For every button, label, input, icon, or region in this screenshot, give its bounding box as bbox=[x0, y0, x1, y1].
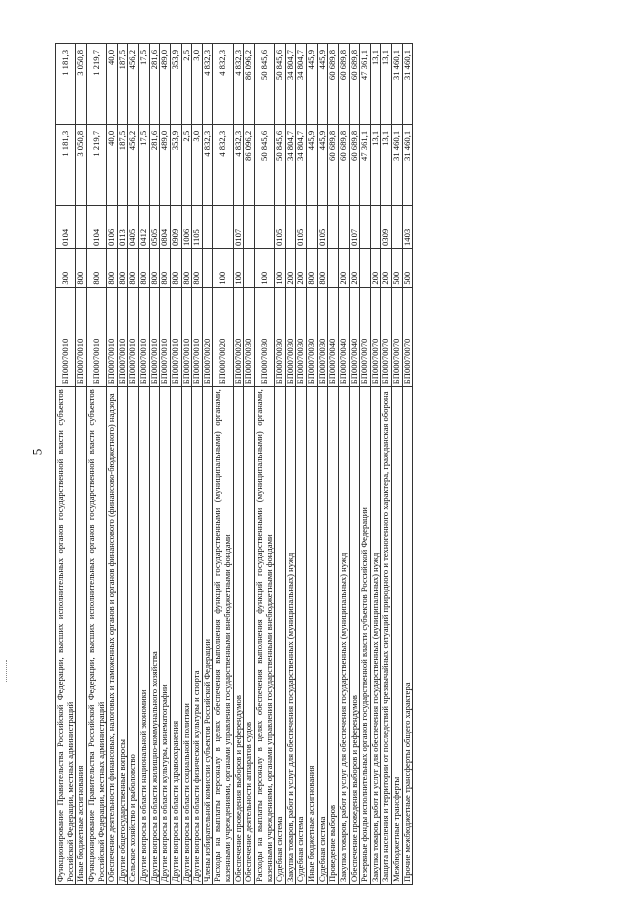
target-code-cell: БП00070030 bbox=[254, 287, 274, 387]
section-code-cell: 0106 bbox=[107, 205, 118, 248]
expense-type-cell: 800 bbox=[181, 249, 192, 288]
target-code-cell: БП00070030 bbox=[307, 287, 318, 387]
expense-type-cell: 200 bbox=[349, 249, 360, 288]
table-row bbox=[233, 44, 244, 885]
table-row bbox=[381, 44, 392, 885]
table-row bbox=[76, 44, 87, 885]
row-name-cell: Функционирование Правительства Российской Федерации, высших исполнительных органов государственной власти субъектов Российской Федерации, местных администраций bbox=[86, 387, 106, 885]
expense-type-cell: 800 bbox=[170, 249, 181, 288]
table-row bbox=[317, 44, 328, 885]
target-code-cell: БП00070010 bbox=[192, 287, 203, 387]
row-name-cell: Другие вопросы в области здравоохранения bbox=[170, 387, 181, 885]
amount-cell: 13,1 bbox=[381, 44, 392, 125]
table-row bbox=[296, 44, 307, 885]
amount-cell: 86 096,2 bbox=[244, 124, 255, 205]
amount-cell: 187,5 bbox=[117, 124, 128, 205]
row-name-cell: Защита населения и территории от последствий чрезвычайных ситуаций природного и техногенного характера, гражданская оборона bbox=[381, 387, 392, 885]
row-name-cell: Обеспечение проведения выборов и референдумов bbox=[349, 387, 360, 885]
amount-cell: 3,0 bbox=[192, 124, 203, 205]
expense-type-cell: 200 bbox=[285, 249, 296, 288]
expense-type-cell: 100 bbox=[254, 249, 274, 288]
row-name-cell: Закупка товаров, работ и услуг для обеспечения государственных (муниципальных) нужд bbox=[338, 387, 349, 885]
table-row bbox=[56, 44, 76, 885]
amount-cell: 4 832,3 bbox=[202, 44, 213, 125]
page-number: 5 bbox=[29, 448, 45, 456]
amount-cell: 34 804,7 bbox=[285, 124, 296, 205]
amount-cell: 353,9 bbox=[170, 44, 181, 125]
expense-type-cell: 800 bbox=[117, 249, 128, 288]
target-code-cell: БП00070010 bbox=[139, 287, 150, 387]
amount-cell: 2,5 bbox=[181, 124, 192, 205]
expense-type-cell: 800 bbox=[192, 249, 203, 288]
section-code-cell bbox=[360, 205, 371, 248]
section-code-cell: 0105 bbox=[317, 205, 328, 248]
target-code-cell: БП00070040 bbox=[349, 287, 360, 387]
table-row bbox=[128, 44, 139, 885]
amount-cell: 281,6 bbox=[149, 44, 160, 125]
amount-cell: 3,0 bbox=[192, 44, 203, 125]
expense-type-cell: 800 bbox=[317, 249, 328, 288]
row-name-cell: Резервные фонды исполнительных органов государственной власти субъектов Российской Федерации bbox=[360, 387, 371, 885]
expense-type-cell: 800 bbox=[107, 249, 118, 288]
target-code-cell: БП00070010 bbox=[86, 287, 106, 387]
section-code-cell: 0309 bbox=[381, 205, 392, 248]
target-code-cell: БП00070040 bbox=[338, 287, 349, 387]
scan-artifact bbox=[6, 660, 9, 682]
table-row bbox=[402, 44, 413, 885]
table-row bbox=[181, 44, 192, 885]
section-code-cell: 0107 bbox=[349, 205, 360, 248]
amount-cell: 489,0 bbox=[160, 124, 171, 205]
section-code-cell: 0405 bbox=[128, 205, 139, 248]
amount-cell: 60 689,8 bbox=[338, 44, 349, 125]
expense-type-cell: 800 bbox=[86, 249, 106, 288]
target-code-cell: БП00070010 bbox=[170, 287, 181, 387]
amount-cell: 445,9 bbox=[317, 124, 328, 205]
row-name-cell: Расходы на выплаты персоналу в целях обеспечения выполнения функций государственными (муниципальными) органами, казенными учреждениями, органами управления государственными внебюджетными фондами bbox=[213, 387, 233, 885]
amount-cell: 50 845,6 bbox=[254, 44, 274, 125]
section-code-cell bbox=[244, 205, 255, 248]
section-code-cell bbox=[76, 205, 87, 248]
amount-cell: 445,9 bbox=[307, 124, 318, 205]
amount-cell: 47 361,1 bbox=[360, 124, 371, 205]
section-code-cell bbox=[202, 205, 213, 248]
budget-table bbox=[55, 43, 413, 885]
target-code-cell: БП00070070 bbox=[381, 287, 392, 387]
target-code-cell: БП00070030 bbox=[275, 287, 286, 387]
target-code-cell: БП00070070 bbox=[370, 287, 381, 387]
target-code-cell: БП00070040 bbox=[328, 287, 339, 387]
amount-cell: 86 096,2 bbox=[244, 44, 255, 125]
section-code-cell: 1403 bbox=[402, 205, 413, 248]
section-code-cell bbox=[285, 205, 296, 248]
amount-cell: 17,5 bbox=[139, 124, 150, 205]
target-code-cell: БП00070020 bbox=[233, 287, 244, 387]
row-name-cell: Обеспечение проведения выборов и референдумов bbox=[233, 387, 244, 885]
amount-cell: 281,6 bbox=[149, 124, 160, 205]
table-row bbox=[244, 44, 255, 885]
table-row bbox=[149, 44, 160, 885]
target-code-cell: БП00070030 bbox=[317, 287, 328, 387]
expense-type-cell: 800 bbox=[139, 249, 150, 288]
expense-type-cell: 200 bbox=[370, 249, 381, 288]
amount-cell: 50 845,6 bbox=[275, 124, 286, 205]
section-code-cell: 1006 bbox=[181, 205, 192, 248]
target-code-cell: БП00070070 bbox=[360, 287, 371, 387]
amount-cell: 50 845,6 bbox=[254, 124, 274, 205]
amount-cell: 60 689,8 bbox=[328, 124, 339, 205]
amount-cell: 4 832,3 bbox=[202, 124, 213, 205]
amount-cell: 445,9 bbox=[317, 44, 328, 125]
amount-cell: 353,9 bbox=[170, 124, 181, 205]
section-code-cell bbox=[328, 205, 339, 248]
amount-cell: 489,0 bbox=[160, 44, 171, 125]
row-name-cell: Другие вопросы в области жилищно-коммунального хозяйства bbox=[149, 387, 160, 885]
expense-type-cell: 800 bbox=[307, 249, 318, 288]
expense-type-cell: 100 bbox=[213, 249, 233, 288]
amount-cell: 4 832,3 bbox=[213, 44, 233, 125]
amount-cell: 60 689,8 bbox=[338, 124, 349, 205]
section-code-cell: 0104 bbox=[86, 205, 106, 248]
table-row bbox=[275, 44, 286, 885]
row-name-cell: Обеспечение деятельности финансовых, налоговых и таможенных органов и органов финансового (финансово-бюджетного) надзора bbox=[107, 387, 118, 885]
amount-cell: 31 460,1 bbox=[392, 44, 403, 125]
expense-type-cell bbox=[328, 249, 339, 288]
section-code-cell: 0104 bbox=[56, 205, 76, 248]
expense-type-cell: 200 bbox=[381, 249, 392, 288]
row-name-cell: Закупка товаров, работ и услуг для обеспечения государственных (муниципальных) нужд bbox=[285, 387, 296, 885]
amount-cell: 60 689,8 bbox=[349, 124, 360, 205]
amount-cell: 456,2 bbox=[128, 44, 139, 125]
table-row bbox=[328, 44, 339, 885]
amount-cell: 31 460,1 bbox=[392, 124, 403, 205]
rotated-page bbox=[45, 25, 640, 895]
row-name-cell: Судебная система bbox=[296, 387, 307, 885]
amount-cell: 47 361,1 bbox=[360, 44, 371, 125]
amount-cell: 13,1 bbox=[370, 44, 381, 125]
section-code-cell: 0804 bbox=[160, 205, 171, 248]
section-code-cell: 1105 bbox=[192, 205, 203, 248]
row-name-cell: Функционирование Правительства Российской Федерации, высших исполнительных органов государственной власти субъектов Российской Федерации, местных администраций bbox=[56, 387, 76, 885]
table-row bbox=[349, 44, 360, 885]
row-name-cell: Прочие межбюджетные трансферты общего характера bbox=[402, 387, 413, 885]
expense-type-cell: 200 bbox=[296, 249, 307, 288]
expense-type-cell: 200 bbox=[338, 249, 349, 288]
section-code-cell: 0505 bbox=[149, 205, 160, 248]
target-code-cell: БП00070010 bbox=[149, 287, 160, 387]
table-row bbox=[338, 44, 349, 885]
rotated-table-container bbox=[45, 25, 640, 895]
amount-cell: 40,0 bbox=[107, 44, 118, 125]
row-name-cell: Расходы на выплаты персоналу в целях обеспечения выполнения функций государственными (муниципальными) органами, казенными учреждениями, органами управления государственными внебюджетными фондами bbox=[254, 387, 274, 885]
row-name-cell: Иные бюджетные ассигнования bbox=[76, 387, 87, 885]
table-row bbox=[307, 44, 318, 885]
amount-cell: 3 050,8 bbox=[76, 124, 87, 205]
expense-type-cell: 300 bbox=[56, 249, 76, 288]
expense-type-cell bbox=[244, 249, 255, 288]
section-code-cell bbox=[307, 205, 318, 248]
table-row bbox=[139, 44, 150, 885]
amount-cell: 1 181,3 bbox=[56, 124, 76, 205]
expense-type-cell: 800 bbox=[76, 249, 87, 288]
table-row bbox=[392, 44, 403, 885]
row-name-cell: Судебная система bbox=[317, 387, 328, 885]
amount-cell: 1 181,3 bbox=[56, 44, 76, 125]
amount-cell: 445,9 bbox=[307, 44, 318, 125]
table-row bbox=[360, 44, 371, 885]
expense-type-cell bbox=[202, 249, 213, 288]
expense-type-cell bbox=[360, 249, 371, 288]
amount-cell: 17,5 bbox=[139, 44, 150, 125]
amount-cell: 1 219,7 bbox=[86, 124, 106, 205]
row-name-cell: Другие вопросы в области физической культуры и спорта bbox=[192, 387, 203, 885]
target-code-cell: БП00070010 bbox=[160, 287, 171, 387]
target-code-cell: БП00070030 bbox=[285, 287, 296, 387]
table-row bbox=[86, 44, 106, 885]
amount-cell: 34 804,7 bbox=[285, 44, 296, 125]
table-row bbox=[285, 44, 296, 885]
expense-type-cell: 800 bbox=[149, 249, 160, 288]
section-code-cell bbox=[392, 205, 403, 248]
expense-type-cell: 100 bbox=[233, 249, 244, 288]
target-code-cell: БП00070020 bbox=[213, 287, 233, 387]
table-row bbox=[192, 44, 203, 885]
target-code-cell: БП00070030 bbox=[244, 287, 255, 387]
table-row bbox=[370, 44, 381, 885]
amount-cell: 2,5 bbox=[181, 44, 192, 125]
section-code-cell bbox=[213, 205, 233, 248]
table-row bbox=[160, 44, 171, 885]
table-row bbox=[107, 44, 118, 885]
amount-cell: 13,1 bbox=[370, 124, 381, 205]
row-name-cell: Члены избирательной комиссии субъектов Российской Федерации bbox=[202, 387, 213, 885]
section-code-cell: 0113 bbox=[117, 205, 128, 248]
table-row bbox=[254, 44, 274, 885]
amount-cell: 34 804,7 bbox=[296, 124, 307, 205]
amount-cell: 31 460,1 bbox=[402, 44, 413, 125]
amount-cell: 187,5 bbox=[117, 44, 128, 125]
expense-type-cell: 100 bbox=[275, 249, 286, 288]
row-name-cell: Судебная система bbox=[275, 387, 286, 885]
expense-type-cell: 800 bbox=[128, 249, 139, 288]
amount-cell: 60 689,8 bbox=[328, 44, 339, 125]
section-code-cell bbox=[370, 205, 381, 248]
amount-cell: 4 832,3 bbox=[213, 124, 233, 205]
section-code-cell bbox=[254, 205, 274, 248]
target-code-cell: БП00070010 bbox=[117, 287, 128, 387]
target-code-cell: БП00070010 bbox=[107, 287, 118, 387]
section-code-cell: 0412 bbox=[139, 205, 150, 248]
row-name-cell: Проведение выборов bbox=[328, 387, 339, 885]
amount-cell: 4 832,3 bbox=[233, 44, 244, 125]
amount-cell: 456,2 bbox=[128, 124, 139, 205]
expense-type-cell: 500 bbox=[402, 249, 413, 288]
amount-cell: 60 689,8 bbox=[349, 44, 360, 125]
expense-type-cell: 500 bbox=[392, 249, 403, 288]
target-code-cell: БП00070020 bbox=[202, 287, 213, 387]
amount-cell: 31 460,1 bbox=[402, 124, 413, 205]
amount-cell: 50 845,6 bbox=[275, 44, 286, 125]
amount-cell: 4 832,3 bbox=[233, 124, 244, 205]
amount-cell: 34 804,7 bbox=[296, 44, 307, 125]
row-name-cell: Другие вопросы в области социальной политики bbox=[181, 387, 192, 885]
target-code-cell: БП00070070 bbox=[402, 287, 413, 387]
row-name-cell: Другие вопросы в области национальной экономики bbox=[139, 387, 150, 885]
row-name-cell: Обеспечение деятельности аппаратов судов bbox=[244, 387, 255, 885]
target-code-cell: БП00070030 bbox=[296, 287, 307, 387]
row-name-cell: Другие вопросы в области культуры, кинематографии bbox=[160, 387, 171, 885]
expense-type-cell: 800 bbox=[160, 249, 171, 288]
amount-cell: 40,0 bbox=[107, 124, 118, 205]
section-code-cell: 0105 bbox=[275, 205, 286, 248]
target-code-cell: БП00070070 bbox=[392, 287, 403, 387]
table-row bbox=[117, 44, 128, 885]
target-code-cell: БП00070010 bbox=[56, 287, 76, 387]
table-row bbox=[202, 44, 213, 885]
amount-cell: 3 050,8 bbox=[76, 44, 87, 125]
table-row bbox=[213, 44, 233, 885]
section-code-cell bbox=[338, 205, 349, 248]
amount-cell: 1 219,7 bbox=[86, 44, 106, 125]
section-code-cell: 0909 bbox=[170, 205, 181, 248]
row-name-cell: Межбюджетные трансферты bbox=[392, 387, 403, 885]
amount-cell: 13,1 bbox=[381, 124, 392, 205]
row-name-cell: Закупка товаров, работ и услуг для обеспечения государственных (муниципальных) нужд bbox=[370, 387, 381, 885]
target-code-cell: БП00070010 bbox=[128, 287, 139, 387]
table-row bbox=[170, 44, 181, 885]
section-code-cell: 0107 bbox=[233, 205, 244, 248]
row-name-cell: Сельское хозяйство и рыболовство bbox=[128, 387, 139, 885]
section-code-cell: 0105 bbox=[296, 205, 307, 248]
row-name-cell: Другие общегосударственные вопросы bbox=[117, 387, 128, 885]
row-name-cell: Иные бюджетные ассигнования bbox=[307, 387, 318, 885]
target-code-cell: БП00070010 bbox=[76, 287, 87, 387]
target-code-cell: БП00070010 bbox=[181, 287, 192, 387]
